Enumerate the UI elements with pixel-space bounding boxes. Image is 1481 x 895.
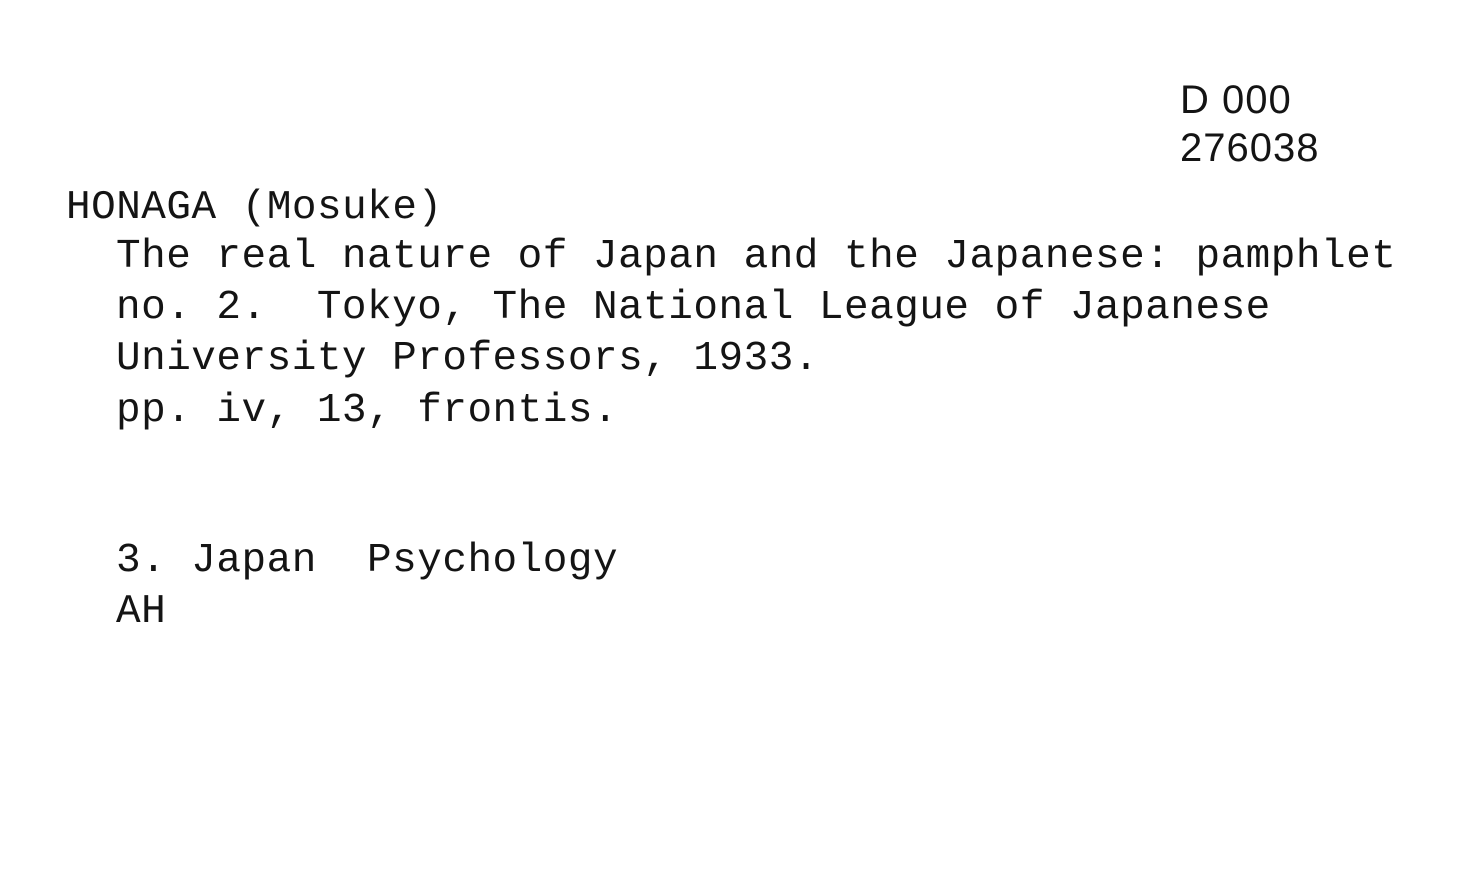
subject-heading: 3. Japan Psychology	[116, 538, 619, 584]
call-number-line-1: D 000	[1180, 78, 1292, 122]
call-number-line-2: 276038	[1180, 126, 1320, 170]
collation: pp. iv, 13, frontis.	[116, 388, 619, 434]
title-line-2: no. 2. Tokyo, The National League of Japanese	[116, 285, 1271, 331]
title-line-1: The real nature of Japan and the Japanese: pamphlet	[116, 234, 1397, 280]
author-heading: HONAGA (Mosuke)	[66, 185, 443, 231]
title-line-3: University Professors, 1933.	[116, 336, 819, 382]
call-number	[1180, 76, 1319, 172]
cataloger-initials: AH	[116, 589, 167, 635]
